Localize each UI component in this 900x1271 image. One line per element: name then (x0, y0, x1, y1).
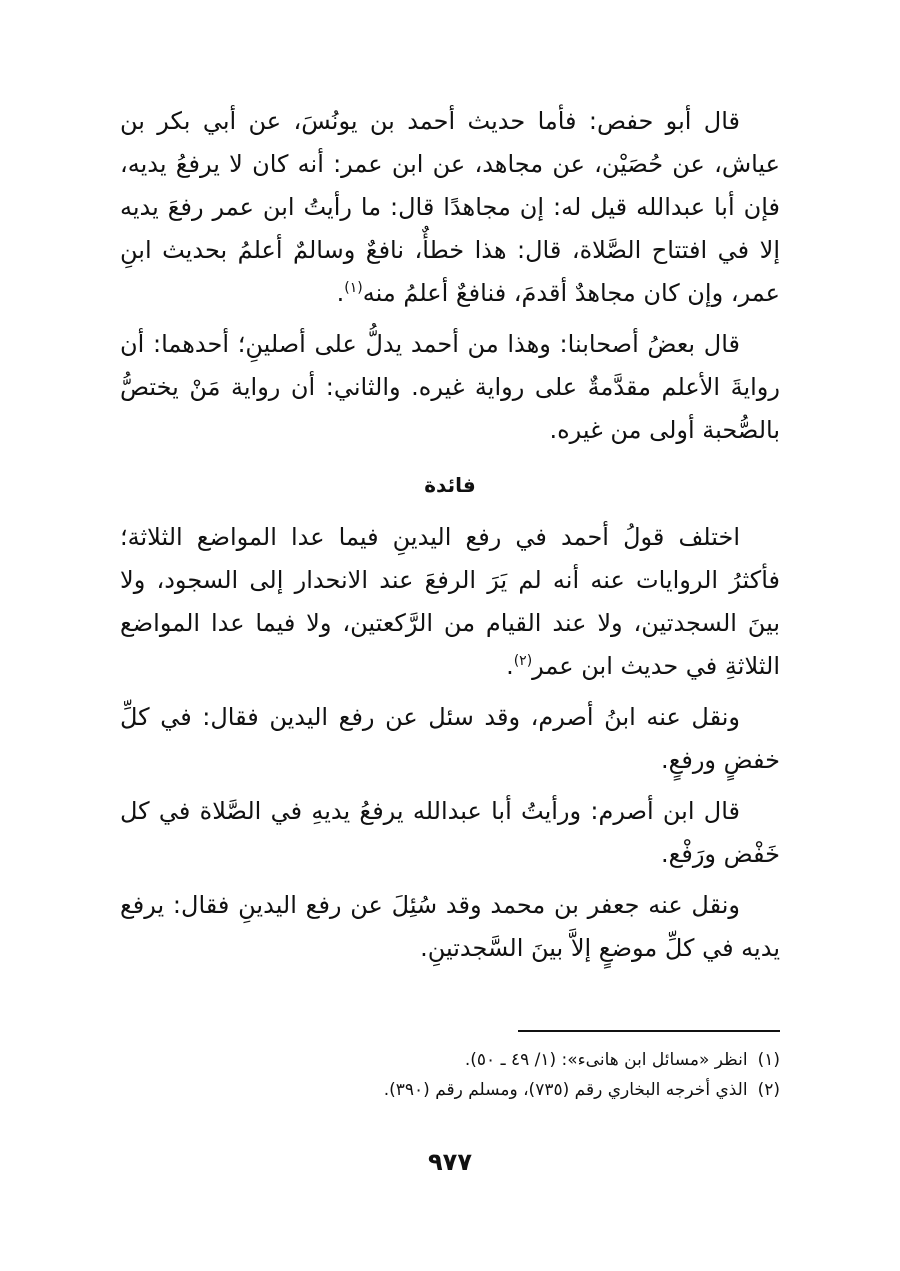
paragraph-disagreement: اختلف قولُ أحمد في رفع اليدينِ فيما عدا المواضع الثلاثة؛ فأكثرُ الروايات عنه أنه لم يَرَ الرفعَ عند الانحدار إلى السجود، ولا بينَ السجدتين، ولا عند القيام من الرَّكعتين، ولا فيما عدا المواضع الثلاثةِ في حديث ابن عمر$^{(٢)}$. (120, 523, 780, 680)
section-heading: فائدة (424, 473, 476, 497)
footnote-separator (518, 1030, 780, 1032)
paragraph-two-principles (120, 323, 780, 452)
paragraph-ibn-asram-saw (120, 790, 780, 876)
paragraph-text: قال أبو حفص: فأما حديث أحمد بن يونُسَ، عن أبي بكر بن عياش، عن حُصَيْن، عن مجاهد، عن ابن عمر: أنه كان لا يرفعُ يديه، فإن أبا عبدالله قيل له: إن مجاهدًا قال: ما رأيتُ ابن عمر رفعَ يديه إلا في افتتاح الصَّلاة، قال: هذا خطأٌ، نافعٌ وسالمٌ أعلمُ بحديث ابنِ عمر، وإن كان مجاهدٌ أقدمَ، فنافعٌ أعلمُ منه (120, 107, 780, 307)
paragraph-ibn-asram-report (120, 696, 780, 782)
paragraph-text: قال ابن أصرم: ورأيتُ أبا عبدالله يرفعُ يديهِ في الصَّلاة في كل خَفْض ورَفْع. (120, 797, 780, 868)
footnote-2 (120, 1075, 780, 1105)
book-page (120, 100, 780, 1220)
footnote-text: انظر «مسائل ابن هانىء»: (١/ ٤٩ ـ ٥٠). (464, 1050, 748, 1070)
footnote-number: (١) (757, 1050, 780, 1070)
paragraph-jafar (120, 884, 780, 970)
paragraph-text: ونقل عنه جعفر بن محمد وقد سُئِلَ عن رفع اليدينِ فقال: يرفع يديه في كلِّ موضعٍ إلاَّ بينَ السَّجدتينِ. (120, 891, 780, 962)
footnote-1 (120, 1045, 780, 1075)
paragraph-text: اختلف قولُ أحمد في رفع اليدينِ فيما عدا المواضع الثلاثة؛ فأكثرُ الروايات عنه أنه لم يَرَ الرفعَ عند الانحدار إلى السجود، ولا بينَ السجدتين، ولا عند القيام من الرَّكعتين، ولا فيما عدا المواضع الثلاثةِ في حديث ابن عمر (120, 523, 780, 680)
page-number: ٩٧٧ (428, 1148, 472, 1176)
footnote-marker-1: (١) (344, 280, 363, 296)
footnote-number: (٢) (757, 1080, 780, 1100)
paragraph-text: قال بعضُ أصحابنا: وهذا من أحمد يدلُّ على أصلينِ؛ أحدهما: أن روايةَ الأعلم مقدَّمةٌ على رواية غيره. والثاني: أن رواية مَنْ يختصُّ بالصُّحبة أولى من غيره. (120, 330, 780, 444)
footnote-text: الذي أخرجه البخاري رقم (٧٣٥)، ومسلم رقم (٣٩٠). (383, 1080, 748, 1100)
paragraph-text: ونقل عنه ابنُ أصرم، وقد سئل عن رفع اليدين فقال: في كلِّ خفضٍ ورفعٍ. (120, 703, 780, 774)
footnotes (120, 1045, 780, 1105)
footnote-marker-2: (٢) (513, 653, 533, 669)
paragraph-abu-hafs: قال أبو حفص: فأما حديث أحمد بن يونُسَ، عن أبي بكر بن عياش، عن حُصَيْن، عن مجاهد، عن ابن عمر: أنه كان لا يرفعُ يديه، فإن أبا عبدالله قيل له: إن مجاهدًا قال: ما رأيتُ ابن عمر رفعَ يديه إلا في افتتاح الصَّلاة، قال: هذا خطأٌ، نافعٌ وسالمٌ أعلمُ بحديث ابنِ عمر، وإن كان مجاهدٌ أقدمَ، فنافعٌ أعلمُ منه$^{(١)}$. (120, 107, 780, 307)
